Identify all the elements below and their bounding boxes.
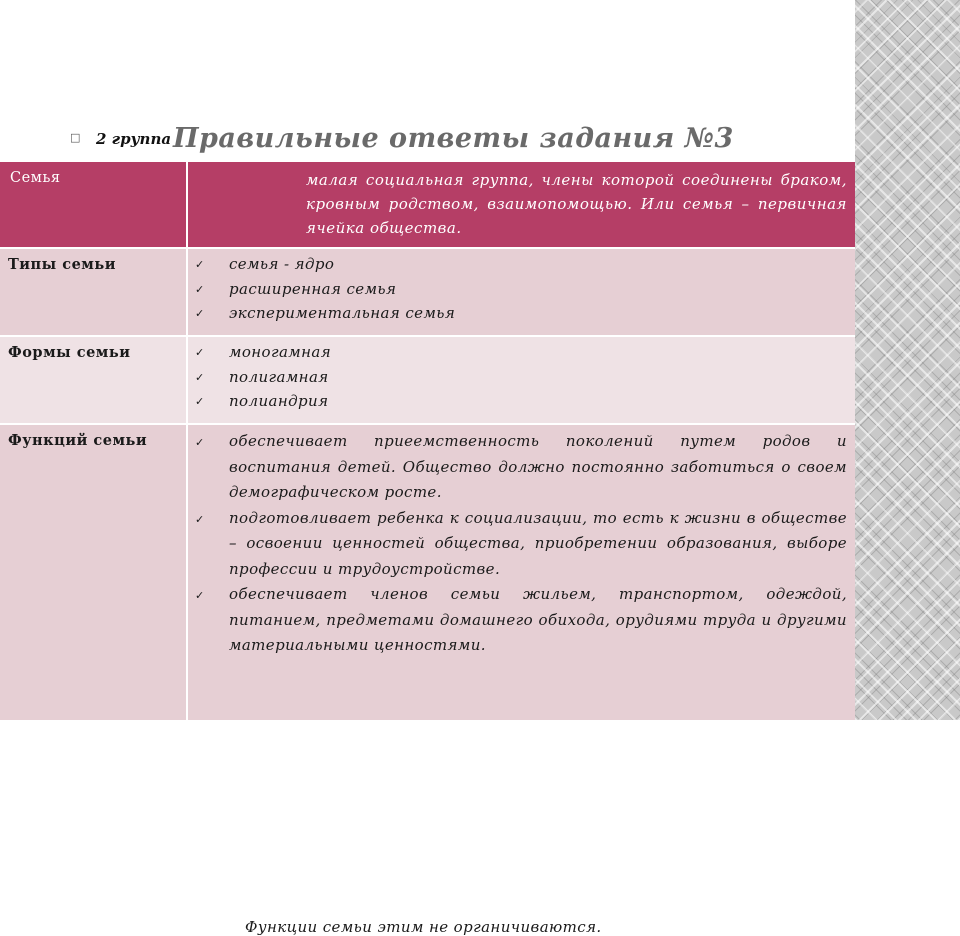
row-header-family-types: Типы семьи	[8, 256, 116, 273]
group-label: 2 группа	[96, 130, 172, 148]
family-functions-list	[195, 429, 847, 659]
checkmark-icon: ✓	[195, 346, 205, 359]
decorative-pattern	[855, 0, 960, 720]
table-row-family	[0, 162, 855, 248]
checkmark-icon: ✓	[195, 307, 205, 320]
list-item: ✓ экспериментальная семья	[195, 301, 847, 326]
column-divider	[186, 162, 188, 248]
checkmark-icon: ✓	[195, 282, 205, 296]
row-divider	[0, 335, 855, 337]
checkmark-icon: ✓	[195, 436, 205, 449]
checkmark-icon: ✓	[195, 395, 205, 408]
list-item: ✓ подготовливает ребенка к социализации, то есть к жизни в обществе – освоении ценностей общества, приобретении образования, выборе профессии и трудоустройстве.	[195, 508, 847, 578]
checkmark-icon: ✓	[195, 258, 205, 271]
checkmark-icon: ✓	[195, 512, 205, 526]
list-item: ✓ полиандрия	[195, 389, 847, 414]
family-types-list	[195, 252, 847, 326]
table-row-family-types	[0, 248, 855, 336]
list-item: ✓ обеспечивает членов семьи жильем, транспортом, одеждой, питанием, предметами домашнего обихода, орудиями труда и другими материальными ценностями.	[195, 585, 847, 654]
list-item: ✓ моногамная	[195, 340, 847, 365]
list-item: ✓ семья - ядро	[195, 252, 847, 277]
column-divider	[186, 248, 188, 720]
row-divider	[0, 247, 855, 249]
functions-note: Функции семьи этим не органичиваются.	[245, 918, 602, 936]
row-header-family-forms: Формы семьи	[8, 344, 131, 361]
table-row-family-forms	[0, 336, 855, 424]
square-bullet-icon: □	[70, 131, 81, 144]
checkmark-icon: ✓	[195, 589, 205, 602]
row-header-family: Семья	[10, 170, 61, 186]
family-forms-list	[195, 340, 847, 414]
family-definition: малая социальная группа, члены которой соединены браком, кровным родством, взаимопомощью. Или семья – первичная ячейка общества.	[306, 171, 847, 237]
list-item: ✓ расширенная семья	[195, 277, 847, 302]
list-item: ✓ полигамная	[195, 365, 847, 390]
answers-table	[0, 162, 855, 936]
list-item: ✓ обеспечивает приеемственность поколений путем родов и воспитания детей. Общество должно постоянно заботиться о своем демографическом росте.	[195, 432, 847, 501]
checkmark-icon: ✓	[195, 370, 205, 384]
slide-title: Правильные ответы задания №3	[173, 123, 734, 154]
table-row-family-functions	[0, 424, 855, 936]
row-header-family-functions: Функций семьи	[8, 432, 148, 449]
row-divider	[0, 423, 855, 425]
